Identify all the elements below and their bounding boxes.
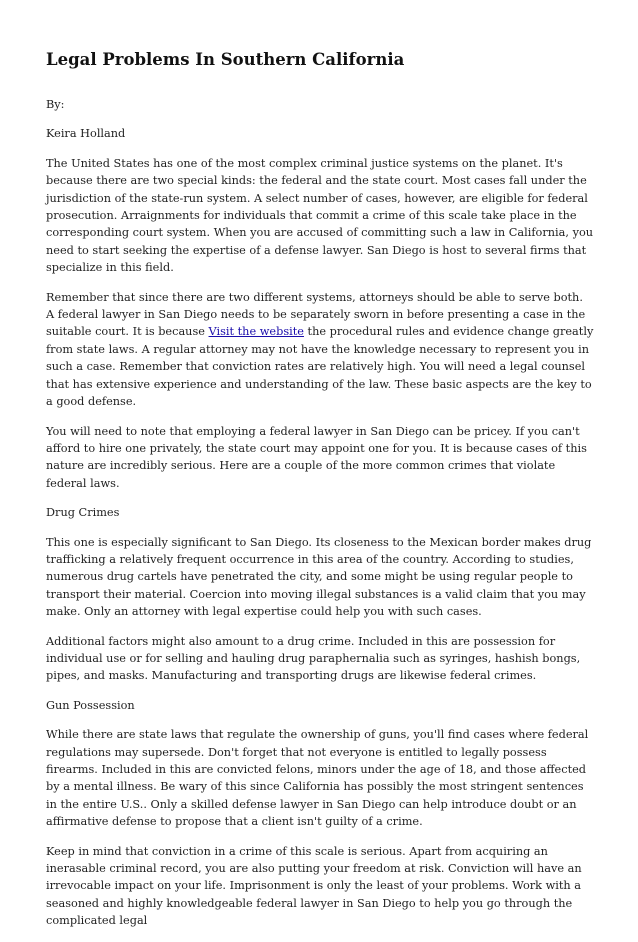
- byline-label: By:: [46, 98, 65, 111]
- paragraph-text-before-link: Remember that since there are two different systems, attorneys should be able to serve both. A federal lawyer in San Diego needs to be separately sworn in before presenting a case in the suitable court. It is because: [46, 290, 586, 339]
- paragraph-with-link: [46, 289, 594, 411]
- paragraph-gun-1: While there are state laws that regulate the ownership of guns, you'll find cases where federal regulations may supersede. Don't forget that not everyone is entitled to legally possess firearms. Included in this are convicted felons, minors under the age of 18, and those affected by a mental illness. Be wary of this since California has possibly the most stringent sentences in the entire U.S.. Only a skilled defense lawyer in San Diego can help introduce doubt or an affirmative defense to propose that a client isn't guilty of a crime.: [46, 728, 589, 829]
- paragraph-intro: The United States has one of the most complex criminal justice systems on the planet. It's because there are two special kinds: the federal and the state court. Most cases fall under the jurisdiction of the state-run system. A select number of cases, however, are eligible for federal prosecution. Arraignments for individuals that commit a crime of this scale take place in the corresponding court system. When you are accused of committing such a law in California, you need to start seeking the expertise of a defense lawyer. San Diego is host to several firms that specialize in this field.: [46, 156, 594, 275]
- page-title: Legal Problems In Southern California: [46, 50, 405, 69]
- paragraph-gun-2: Keep in mind that conviction in a crime of this scale is serious. Apart from acquiring an inerasable criminal record, you are also putting your freedom at risk. Conviction will have an irrevocable impact on your life. Imprisonment is only the least of your problems. Work with a seasoned and highly knowledgeable federal lawyer in San Diego to help you go through the complicated legal: [46, 844, 582, 928]
- visit-website-link[interactable]: Visit the website: [208, 325, 304, 339]
- section-heading-drug-crimes: Drug Crimes: [46, 506, 120, 520]
- paragraph-drug-1: This one is especially significant to San Diego. Its closeness to the Mexican border makes drug trafficking a relatively frequent occurrence in this area of the country. According to studies, numerous drug cartels have penetrated the city, and some might be using regular people to transport their material. Coercion into moving illegal substances is a valid claim that you may make. Only an attorney with legal expertise could help you with such cases.: [46, 535, 592, 619]
- author-name: Keira Holland: [46, 127, 126, 141]
- paragraph-text-after-link: the procedural rules and evidence change greatly from state laws. A regular attorney may not have the knowledge necessary to represent you in such a case. Remember that conviction rates are relatively high. You will need a legal counsel that has extensive experience and understanding of the law. These basic aspects are the key to a good defense.: [46, 325, 594, 409]
- paragraph-cost: You will need to note that employing a federal lawyer in San Diego can be pricey. If you can't afford to hire one privately, the state court may appoint one for you. It is because cases of this nature are incredibly serious. Here are a couple of the more common crimes that violate federal laws.: [46, 424, 587, 490]
- paragraph-drug-2: Additional factors might also amount to a drug crime. Included in this are possession for individual use or for selling and hauling drug paraphernalia such as syringes, hashish bongs, pipes, and masks. Manufacturing and transporting drugs are likewise federal crimes.: [46, 634, 581, 683]
- document-page: [46, 50, 594, 942]
- section-heading-gun-possession: Gun Possession: [46, 698, 135, 712]
